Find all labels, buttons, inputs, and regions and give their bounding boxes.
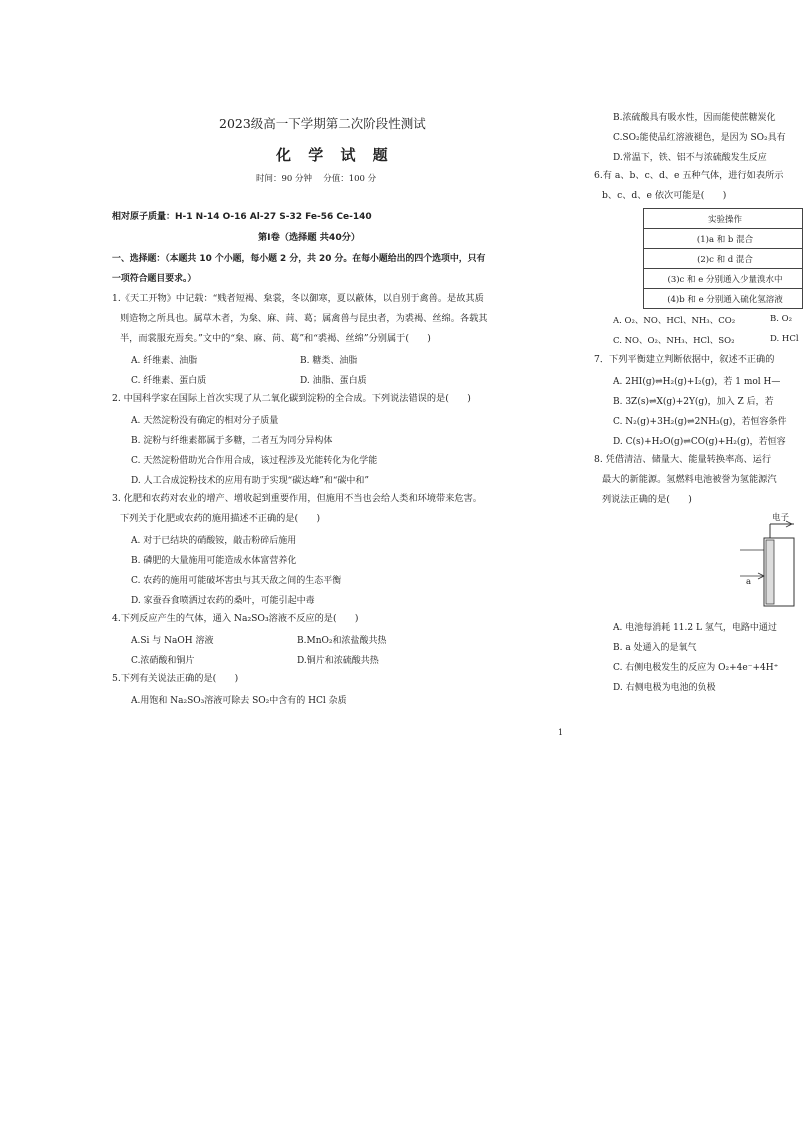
q4-stem: 4.下列反应产生的气体，通入 Na₂SO₃溶液不反应的是( )	[112, 613, 359, 624]
q1-option-b: B. 糖类、油脂	[300, 356, 358, 366]
fuel-cell-diagram	[740, 520, 794, 610]
q5-option-d: D.常温下，铁、铝不与浓硫酸发生反应	[613, 153, 767, 163]
q3-option-a: A. 对于已结块的硝酸铵，敲击粉碎后施用	[131, 536, 297, 546]
q4-option-a: A.Si 与 NaOH 溶液	[131, 636, 214, 646]
instructions-line2: 一项符合题目要求。）	[112, 274, 197, 284]
q7-option-a: A. 2HI(g)⇌H₂(g)+I₂(g)，若 1 mol H—	[613, 377, 781, 387]
q4-option-c: C.浓硝酸和铜片	[131, 656, 195, 666]
q6-stem-2: b、c、d、e 依次可能是( )	[602, 190, 727, 201]
q1-option-c: C. 纤维素、蛋白质	[131, 376, 207, 386]
diagram-a-label: a	[746, 577, 752, 587]
diagram-electron-label: 电子	[772, 513, 790, 523]
q3-option-b: B. 磷肥的大量施用可能造成水体富营养化	[131, 556, 297, 566]
table-cell: (4)b 和 e 分别通入硫化氢溶液	[644, 289, 803, 309]
q5-option-b: B.浓硫酸具有吸水性，因而能使蔗糖炭化	[613, 113, 776, 123]
table-cell: 实验操作	[644, 209, 803, 229]
section1-title: 第Ⅰ卷（选择题 共40分）	[258, 232, 361, 243]
time-score: 时间：90 分钟 分值：100 分	[256, 174, 377, 184]
q8-stem-1: 8. 凭借清洁、储量大、能量转换率高、运行	[594, 454, 772, 465]
q3-option-c: C. 农药的施用可能破坏害虫与其天敌之间的生态平衡	[131, 576, 342, 586]
table-cell: (3)c 和 e 分别通入少量溴水中	[644, 269, 803, 289]
q2-option-b: B. 淀粉与纤维素都属于多糖，二者互为同分异构体	[131, 436, 333, 446]
q4-option-d: D.铜片和浓硫酸共热	[297, 656, 379, 666]
q7-option-d: D. C(s)+H₂O(g)⇌CO(g)+H₂(g)，若恒容	[613, 437, 786, 447]
q8-stem-2: 最大的新能源。氢燃料电池被誉为氢能源汽	[602, 474, 777, 485]
q6-option-a: A. O₂、NO、HCl、NH₃、CO₂	[613, 316, 736, 326]
q2-option-d: D. 人工合成淀粉技术的应用有助于实现“碳达峰”和“碳中和”	[131, 476, 370, 486]
q8-option-a: A. 电池每消耗 11.2 L 氢气，电路中通过	[613, 623, 777, 633]
q6-stem-1: 6.有 a、b、c、d、e 五种气体，进行如表所示	[594, 170, 784, 181]
q4-option-b: B.MnO₂和浓盐酸共热	[297, 636, 387, 646]
q5-option-a: A.用饱和 Na₂SO₃溶液可除去 SO₂中含有的 HCl 杂质	[131, 696, 347, 706]
q8-stem-3: 列说法正确的是( )	[602, 494, 692, 505]
subject-title: 化 学 试 题	[276, 146, 394, 164]
q2-stem: 2. 中国科学家在国际上首次实现了从二氧化碳到淀粉的全合成。下列说法错误的是( )	[112, 393, 471, 404]
q1-stem-2: 则造物之所具也。属草木者，为枲、麻、苘、葛；属禽兽与昆虫者，为裘褐、丝绵。各载其	[120, 313, 488, 324]
q7-option-b: B. 3Z(s)⇌X(g)+2Y(g)，加入 Z 后，若	[613, 397, 774, 407]
q7-option-c: C. N₂(g)+3H₂(g)⇌2NH₃(g)，若恒容条件	[613, 417, 787, 427]
atomic-mass: 相对原子质量：H-1 N-14 O-16 Al-27 S-32 Fe-56 Ce-140	[112, 212, 372, 222]
q3-stem-2: 下列关于化肥或农药的施用描述不正确的是( )	[120, 513, 321, 524]
q2-option-c: C. 天然淀粉借助光合作用合成，该过程涉及光能转化为化学能	[131, 456, 378, 466]
q1-stem-1: 1.《天工开物》中记载：“贱者短褐、枲裳，冬以御寒，夏以蔽体，以自别于禽兽。是故其质	[112, 293, 484, 304]
q1-stem-3: 半，而裳服充焉矣。”文中的“枲、麻、苘、葛”和“裘褐、丝绵”分别属于( )	[120, 333, 431, 344]
q8-option-c: C. 右侧电极发生的反应为 O₂+4e⁻+4H⁺	[613, 663, 779, 673]
exam-title: 2023级高一下学期第二次阶段性测试	[219, 116, 426, 131]
q6-experiment-table	[643, 208, 803, 309]
q2-option-a: A. 天然淀粉没有确定的相对分子质量	[131, 416, 279, 426]
q1-option-a: A. 纤维素、油脂	[131, 356, 198, 366]
q6-option-c: C. NO、O₂、NH₃、HCl、SO₂	[613, 336, 735, 346]
q8-option-b: B. a 处通入的是氧气	[613, 643, 697, 653]
q5-stem: 5.下列有关说法正确的是( )	[112, 673, 239, 684]
q8-option-d: D. 右侧电极为电池的负极	[613, 683, 716, 693]
q3-stem-1: 3. 化肥和农药对农业的增产、增收起到重要作用，但施用不当也会给人类和环境带来危害。	[112, 493, 482, 504]
q6-option-b: B. O₂	[770, 314, 793, 324]
instructions-line1: 一、选择题：（本题共 10 个小题，每小题 2 分，共 20 分。在每小题给出的四个选项中，只有	[112, 254, 486, 264]
q7-stem: 7．下列平衡建立判断依据中，叙述不正确的	[594, 354, 775, 365]
q1-option-d: D. 油脂、蛋白质	[300, 376, 367, 386]
page-number: 1	[558, 728, 564, 737]
table-cell: (1)a 和 b 混合	[644, 229, 803, 249]
table-cell: (2)c 和 d 混合	[644, 249, 803, 269]
q6-option-d: D. HCl	[770, 334, 799, 344]
q3-option-d: D. 家蚕吞食喷洒过农药的桑叶，可能引起中毒	[131, 596, 315, 606]
q5-option-c: C.SO₂能使品红溶液褪色，是因为 SO₂具有	[613, 133, 786, 143]
